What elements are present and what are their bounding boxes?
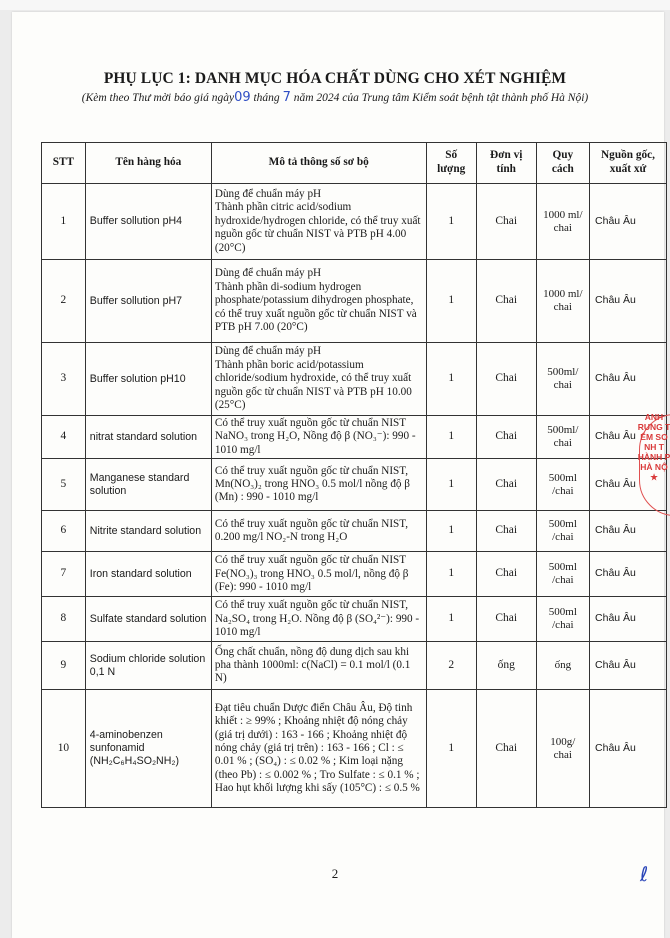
handwritten-day: 09 (234, 90, 251, 105)
row-qty: 1 (426, 459, 476, 511)
row-origin: Châu Âu (590, 343, 667, 416)
row-spec: 1000 ml/ chai (536, 184, 589, 260)
chemicals-table (41, 142, 667, 808)
row-name: Sodium chloride solution 0,1 N (85, 642, 211, 690)
row-unit: Chai (476, 184, 536, 260)
row-desc: Dùng để chuẩn máy pH Thành phần boric acid/potassium chloride/sodium hydroxide, có thể truy xuất nguồn gốc từ chuẩn NIST và PTB pH 10.00 (25°C) (211, 343, 426, 416)
row-origin: Châu Âu (590, 597, 667, 642)
header-origin: Nguồn gốc, xuất xứ (590, 143, 667, 184)
table-body (42, 184, 667, 808)
header-stt: STT (42, 143, 86, 184)
row-spec: 500ml /chai (536, 511, 589, 552)
header-qty: Số lượng (426, 143, 476, 184)
table-row (42, 260, 667, 343)
table-row (42, 511, 667, 552)
handwritten-signature: ℓ (640, 862, 649, 886)
row-unit: Chai (476, 260, 536, 343)
row-unit: Chai (476, 511, 536, 552)
row-qty: 1 (426, 690, 476, 808)
row-qty: 1 (426, 184, 476, 260)
row-desc: Có thể truy xuất nguồn gốc từ chuẩn NIST, 0.200 mg/l NO₂-N trong H₂O (211, 511, 426, 552)
row-stt: 2 (42, 260, 86, 343)
stamp-line: ANH (644, 412, 664, 422)
row-origin: Châu Âu (590, 416, 667, 459)
row-desc: Dùng để chuẩn máy pH Thành phần di-sodium hydrogen phosphate/potassium dihydrogen phosphate, có thể truy xuất nguồn gốc từ chuẩn NIST và PTB pH 7.00 (20°C) (211, 260, 426, 343)
row-unit: Chai (476, 343, 536, 416)
table-row (42, 552, 667, 597)
header-spec: Quy cách (536, 143, 589, 184)
row-name: nitrat standard solution (85, 416, 211, 459)
row-qty: 1 (426, 416, 476, 459)
stamp-text (633, 412, 670, 482)
row-stt: 1 (42, 184, 86, 260)
row-spec: 500ml /chai (536, 552, 589, 597)
stamp-line: HÀNH P (637, 452, 670, 462)
row-spec: 500ml /chai (536, 459, 589, 511)
row-origin: Châu Âu (590, 690, 667, 808)
stamp-line: ỂM SO (640, 432, 668, 442)
row-name: Sulfate standard solution (85, 597, 211, 642)
stamp-line: RUNG T (637, 422, 670, 432)
row-unit: Chai (476, 552, 536, 597)
row-name: Buffer solution pH10 (85, 343, 211, 416)
stamp-line: HÀ NỘ (640, 462, 668, 472)
handwritten-month: 7 (282, 90, 291, 105)
row-stt: 5 (42, 459, 86, 511)
row-spec: ống (536, 642, 589, 690)
row-origin: Châu Âu (590, 552, 667, 597)
row-origin: Châu Âu (590, 260, 667, 343)
table-row (42, 343, 667, 416)
stamp-line: NH T (644, 442, 664, 452)
row-stt: 9 (42, 642, 86, 690)
row-qty: 1 (426, 552, 476, 597)
row-name: Buffer sollution pH4 (85, 184, 211, 260)
table-row (42, 597, 667, 642)
row-unit: Chai (476, 459, 536, 511)
row-origin: Châu Âu (590, 459, 667, 511)
row-desc: Ống chất chuẩn, nồng độ dung dịch sau khi pha thành 1000ml: c(NaCl) = 0.1 mol/l (0.1 N) (211, 642, 426, 690)
row-spec: 1000 ml/ chai (536, 260, 589, 343)
row-stt: 7 (42, 552, 86, 597)
table-row (42, 416, 667, 459)
subtitle-suffix: năm 2024 của Trung tâm Kiểm soát bệnh tật thành phố Hà Nội) (290, 92, 589, 104)
row-unit: ống (476, 642, 536, 690)
row-qty: 1 (426, 260, 476, 343)
page-number: 2 (331, 866, 339, 881)
row-name: Buffer sollution pH7 (85, 260, 211, 343)
stamp-line: ★ (650, 472, 658, 482)
row-desc: Dùng để chuẩn máy pH Thành phần citric acid/sodium hydroxide/hydrogen chloride, có thể truy xuất nguồn gốc từ chuẩn NIST và PTB pH 4.00 (20°C) (211, 184, 426, 260)
header-name: Tên hàng hóa (85, 143, 211, 184)
row-desc: Có thể truy xuất nguồn gốc từ chuẩn NIST, Na₂SO₄ trong H₂O. Nồng độ β (SO₄²⁻): 990 - 1010 mg/l (211, 597, 426, 642)
row-stt: 8 (42, 597, 86, 642)
header-unit: Đơn vị tính (476, 143, 536, 184)
row-spec: 100g/ chai (536, 690, 589, 808)
row-stt: 10 (42, 690, 86, 808)
row-spec: 500ml/ chai (536, 416, 589, 459)
row-stt: 4 (42, 416, 86, 459)
header-desc: Mô tả thông số sơ bộ (211, 143, 426, 184)
red-seal-stamp (633, 412, 670, 520)
table-row (42, 642, 667, 690)
row-stt: 3 (42, 343, 86, 416)
row-qty: 1 (426, 597, 476, 642)
row-spec: 500ml /chai (536, 597, 589, 642)
row-qty: 2 (426, 642, 476, 690)
row-name: 4-aminobenzen sunfonamid (NH₂C₆H₄SO₂NH₂) (85, 690, 211, 808)
top-bar (0, 0, 670, 10)
table-row (42, 184, 667, 260)
table-row (42, 690, 667, 808)
row-desc: Có thể truy xuất nguồn gốc từ chuẩn NIST NaNO₃ trong H₂O, Nồng độ β (NO₃⁻): 990 - 1010 mg/l (211, 416, 426, 459)
page-subtitle (80, 90, 590, 106)
row-origin: Châu Âu (590, 642, 667, 690)
row-name: Manganese standard solution (85, 459, 211, 511)
row-desc: Có thể truy xuất nguồn gốc từ chuẩn NIST Fe(NO₃)₃ trong HNO₃ 0.5 mol/l, nồng độ β (Fe): 990 - 1010 mg/l (211, 552, 426, 597)
row-origin: Châu Âu (590, 511, 667, 552)
row-unit: Chai (476, 416, 536, 459)
row-name: Nitrite standard solution (85, 511, 211, 552)
row-unit: Chai (476, 597, 536, 642)
subtitle-prefix: (Kèm theo Thư mời báo giá ngày (81, 92, 235, 104)
row-origin: Châu Âu (590, 184, 667, 260)
row-spec: 500ml/ chai (536, 343, 589, 416)
row-qty: 1 (426, 343, 476, 416)
page-title: PHỤ LỤC 1: DANH MỤC HÓA CHẤT DÙNG CHO XÉT NGHIỆM (103, 70, 567, 87)
row-name: Iron standard solution (85, 552, 211, 597)
table-row (42, 459, 667, 511)
subtitle-month-label: tháng (250, 92, 283, 104)
row-desc: Có thể truy xuất nguồn gốc từ chuẩn NIST, Mn(NO₃)₂ trong HNO₃ 0.5 mol/l nồng độ β (Mn) : 990 - 1010 mg/l (211, 459, 426, 511)
row-stt: 6 (42, 511, 86, 552)
row-qty: 1 (426, 511, 476, 552)
table-header-row (42, 143, 667, 184)
row-desc: Đạt tiêu chuẩn Dược điển Châu Âu, Độ tinh khiết : ≥ 99% ; Khoảng nhiệt độ nóng chảy (giá trị dưới) : 163 - 166 ; Khoảng nhiệt độ nóng chảy (giá trị trên) : 163 - 166 ; Cl : ≤ 0.01 % ; (SO₄) : ≤ 0.02 % ; Kim loại nặng (theo Pb) : ≤ 0.002 % ; Tro Sulfate : ≤ 0.1 % ; Hao hụt khối lượng khi sấy (105°C) : ≤ 0.5 % (211, 690, 426, 808)
row-unit: Chai (476, 690, 536, 808)
